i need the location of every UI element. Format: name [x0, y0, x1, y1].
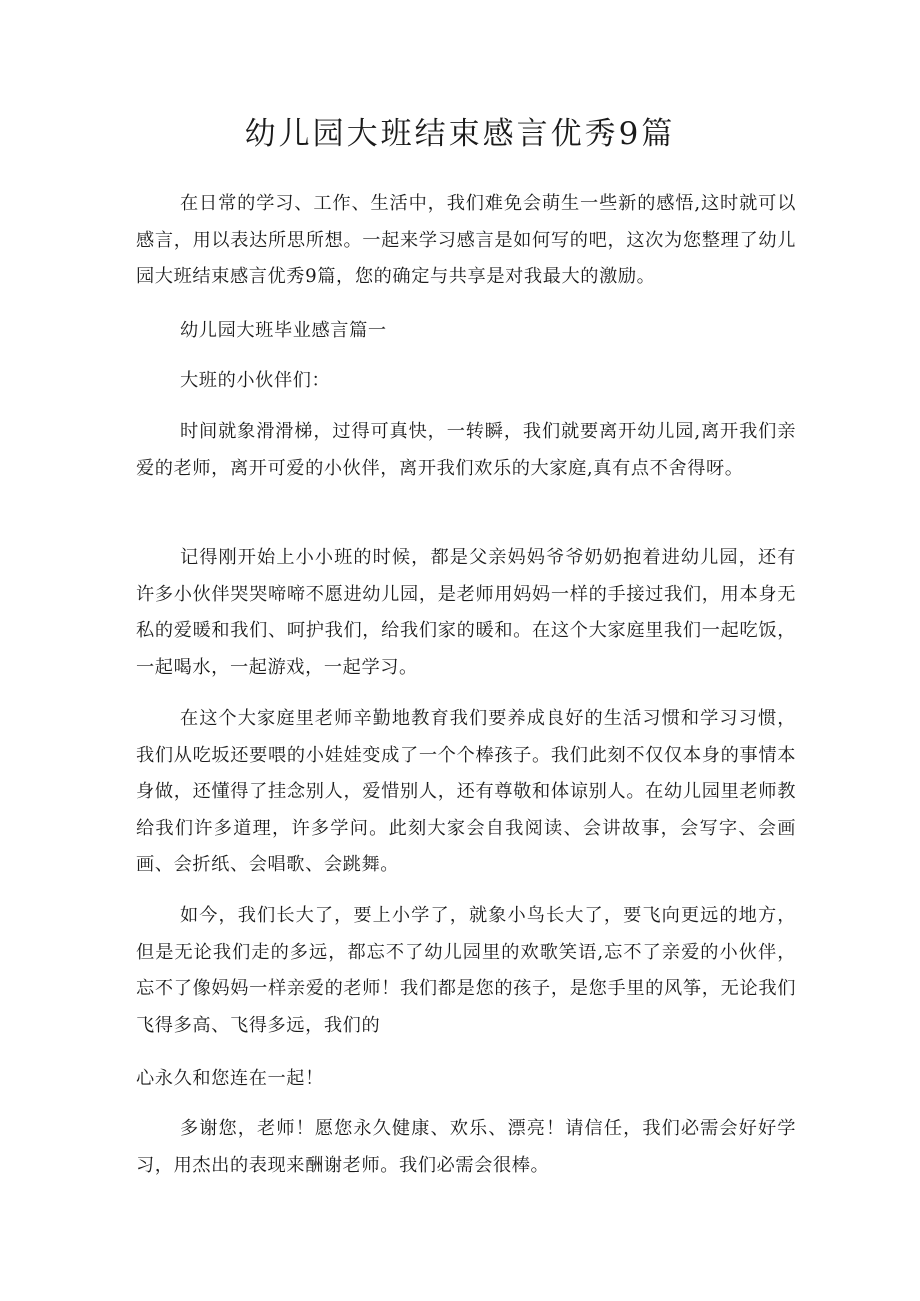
body-paragraph: 如今，我们长大了，要上小学了，就象小鸟长大了，要飞向更远的地方，但是无论我们走的多远，都忘不了幼儿园里的欢歌笑语,忘不了亲爱的小伙伴，忘不了像妈妈一样亲爱的老师！我们都是您的孩子，是您手里的风筝，无论我们飞得多高、飞得多远，我们的	[136, 905, 796, 1036]
intro-paragraph: 在日常的学习、工作、生活中，我们难免会萌生一些新的感悟,这时就可以感言，用以表达所思所想。一起来学习感言是如何写的吧，这次为您整理了幼儿园大班结束感言优秀9篇，您的确定与共享是对我最大的激励。	[136, 193, 796, 287]
salutation: 大班的小伙伴们：	[180, 370, 331, 391]
section-heading: 幼儿园大班毕业感言篇一	[180, 320, 387, 341]
body-paragraph: 记得刚开始上小小班的时候，都是父亲妈妈爷爷奶奶抱着进幼儿园，还有许多小伙伴哭哭啼啼不愿进幼儿园，是老师用妈妈一样的手接过我们，用本身无私的爱暖和我们、呵护我们，给我们家的暖和。在这个大家庭里我们一起吃饭，一起喝水，一起游戏，一起学习。	[136, 547, 796, 678]
document-title: 幼儿园大班结束感言优秀9篇	[244, 116, 676, 152]
body-paragraph: 时间就象滑滑梯，过得可真快，一转瞬，我们就要离开幼儿园,离开我们亲爱的老师，离开可爱的小伙伴，离开我们欢乐的大家庭,真有点不舍得呀。	[136, 421, 796, 479]
body-paragraph: 在这个大家庭里老师辛勤地教育我们要养成良好的生活习惯和学习习惯，我们从吃坂还要喂的小娃娃变成了一个个棒孩子。我们此刻不仅仅本身的事情本身做，还懂得了挂念别人，爱惜别人，还有尊敬和体谅别人。在幼儿园里老师教给我们许多道理，许多学问。此刻大家会自我阅读、会讲故事，会写字、会画画、会折纸、会唱歌、会跳舞。	[136, 708, 796, 875]
closing-paragraph: 多谢您，老师！愿您永久健康、欢乐、漂亮！请信任，我们必需会好好学习，用杰出的表现来酬谢老师。我们必需会很棒。	[136, 1118, 796, 1176]
body-paragraph-continuation: 心永久和您连在一起！	[136, 1068, 324, 1089]
